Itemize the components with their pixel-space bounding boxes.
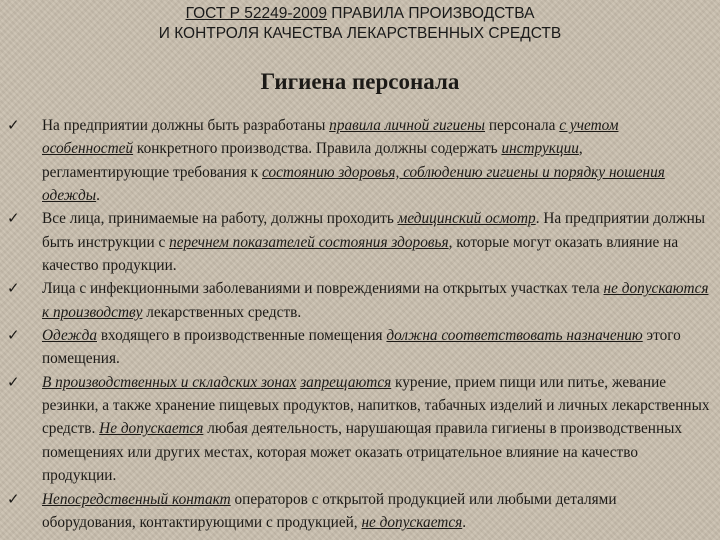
emphasized-text: Одежда <box>42 327 97 345</box>
slide-title: Гигиена персонала <box>260 69 460 94</box>
text-segment: любая деятельность, нарушающая правила гигиены в производственных помещениях или других местах, которая может оказать отрицательное влияние на качество продукции. <box>42 420 683 485</box>
text-segment: операторов с открытой продукцией или любыми деталями оборудования, контактирующими с продукцией, <box>42 490 617 531</box>
checkmark-icon: ✓ <box>7 279 20 298</box>
emphasized-text: Непосредственный контакт <box>42 490 231 508</box>
bullet-item <box>0 114 720 207</box>
bullet-item <box>0 277 720 324</box>
bullet-item <box>0 207 720 277</box>
text-segment: . На предприятии должны быть инструкции с <box>42 210 706 251</box>
bullet-item <box>0 324 720 371</box>
emphasized-text: Не допускается <box>99 420 204 438</box>
text-segment: Лица с инфекционными заболеваниями и повреждениями на открытых участках тела <box>42 280 604 298</box>
bullet-text <box>42 374 710 484</box>
bullet-item <box>0 488 720 535</box>
emphasized-text: не допускается <box>361 513 463 531</box>
text-segment: , регламентирующие требования к <box>42 140 583 181</box>
checkmark-icon: ✓ <box>7 209 20 228</box>
emphasized-text: В производственных и складских зонах <box>42 373 297 391</box>
slide-header <box>0 4 720 44</box>
emphasized-text: состоянию здоровья, соблюдению гигиены и порядку ношения одежды <box>42 163 665 205</box>
bullet-text <box>42 210 705 274</box>
text-segment: , которые могут оказать влияние на качество продукции. <box>42 233 679 275</box>
checkmark-icon: ✓ <box>7 489 20 508</box>
checkmark-icon: ✓ <box>7 372 20 391</box>
checkmark-icon: ✓ <box>7 326 20 345</box>
text-segment: лекарственных средств. <box>142 303 302 321</box>
text-segment: персонала <box>485 117 560 134</box>
emphasized-text: правила личной гигиены <box>329 117 486 134</box>
bullet-text <box>42 327 681 367</box>
text-segment: На предприятии должны быть разработаны <box>42 117 330 134</box>
bullet-text <box>42 117 665 204</box>
header-line-2: И КОНТРОЛЯ КАЧЕСТВА ЛЕКАРСТВЕННЫХ СРЕДСТВ <box>158 25 562 42</box>
emphasized-text: с учетом особенностей <box>42 117 619 158</box>
emphasized-text: инструкции <box>501 140 579 158</box>
gost-number: ГОСТ Р 52249-2009 <box>185 5 327 22</box>
emphasized-text: должна соответствовать назначению <box>386 327 643 345</box>
text-segment: . <box>462 513 467 531</box>
text-segment: этого помещения. <box>42 327 681 368</box>
emphasized-text: запрещаются <box>300 373 392 391</box>
text-segment: конкретного производства. Правила должны содержать <box>133 140 502 158</box>
checkmark-icon: ✓ <box>7 116 20 134</box>
bullet-text <box>42 280 708 320</box>
header-line-1-text: ПРАВИЛА ПРОИЗВОДСТВА <box>327 5 535 22</box>
emphasized-text: перечнем показателей состояния здоровья <box>169 233 449 251</box>
emphasized-text: не допускаются к производству <box>42 280 709 321</box>
bullet-text <box>42 491 617 531</box>
bullet-list <box>0 114 720 534</box>
header-line-1 <box>0 4 720 24</box>
text-segment: курение, прием пищи или питье, жевание резинки, а также хранение пищевых продуктов, напитков, табачных изделий и личных лекарственных средств. <box>42 373 710 438</box>
text-segment: . <box>96 187 100 205</box>
emphasized-text: медицинский осмотр <box>397 210 536 228</box>
text-segment: входящего в производственные помещения <box>97 327 387 345</box>
text-segment: Все лица, принимаемые на работу, должны проходить <box>42 210 398 228</box>
bullet-item <box>0 371 720 488</box>
